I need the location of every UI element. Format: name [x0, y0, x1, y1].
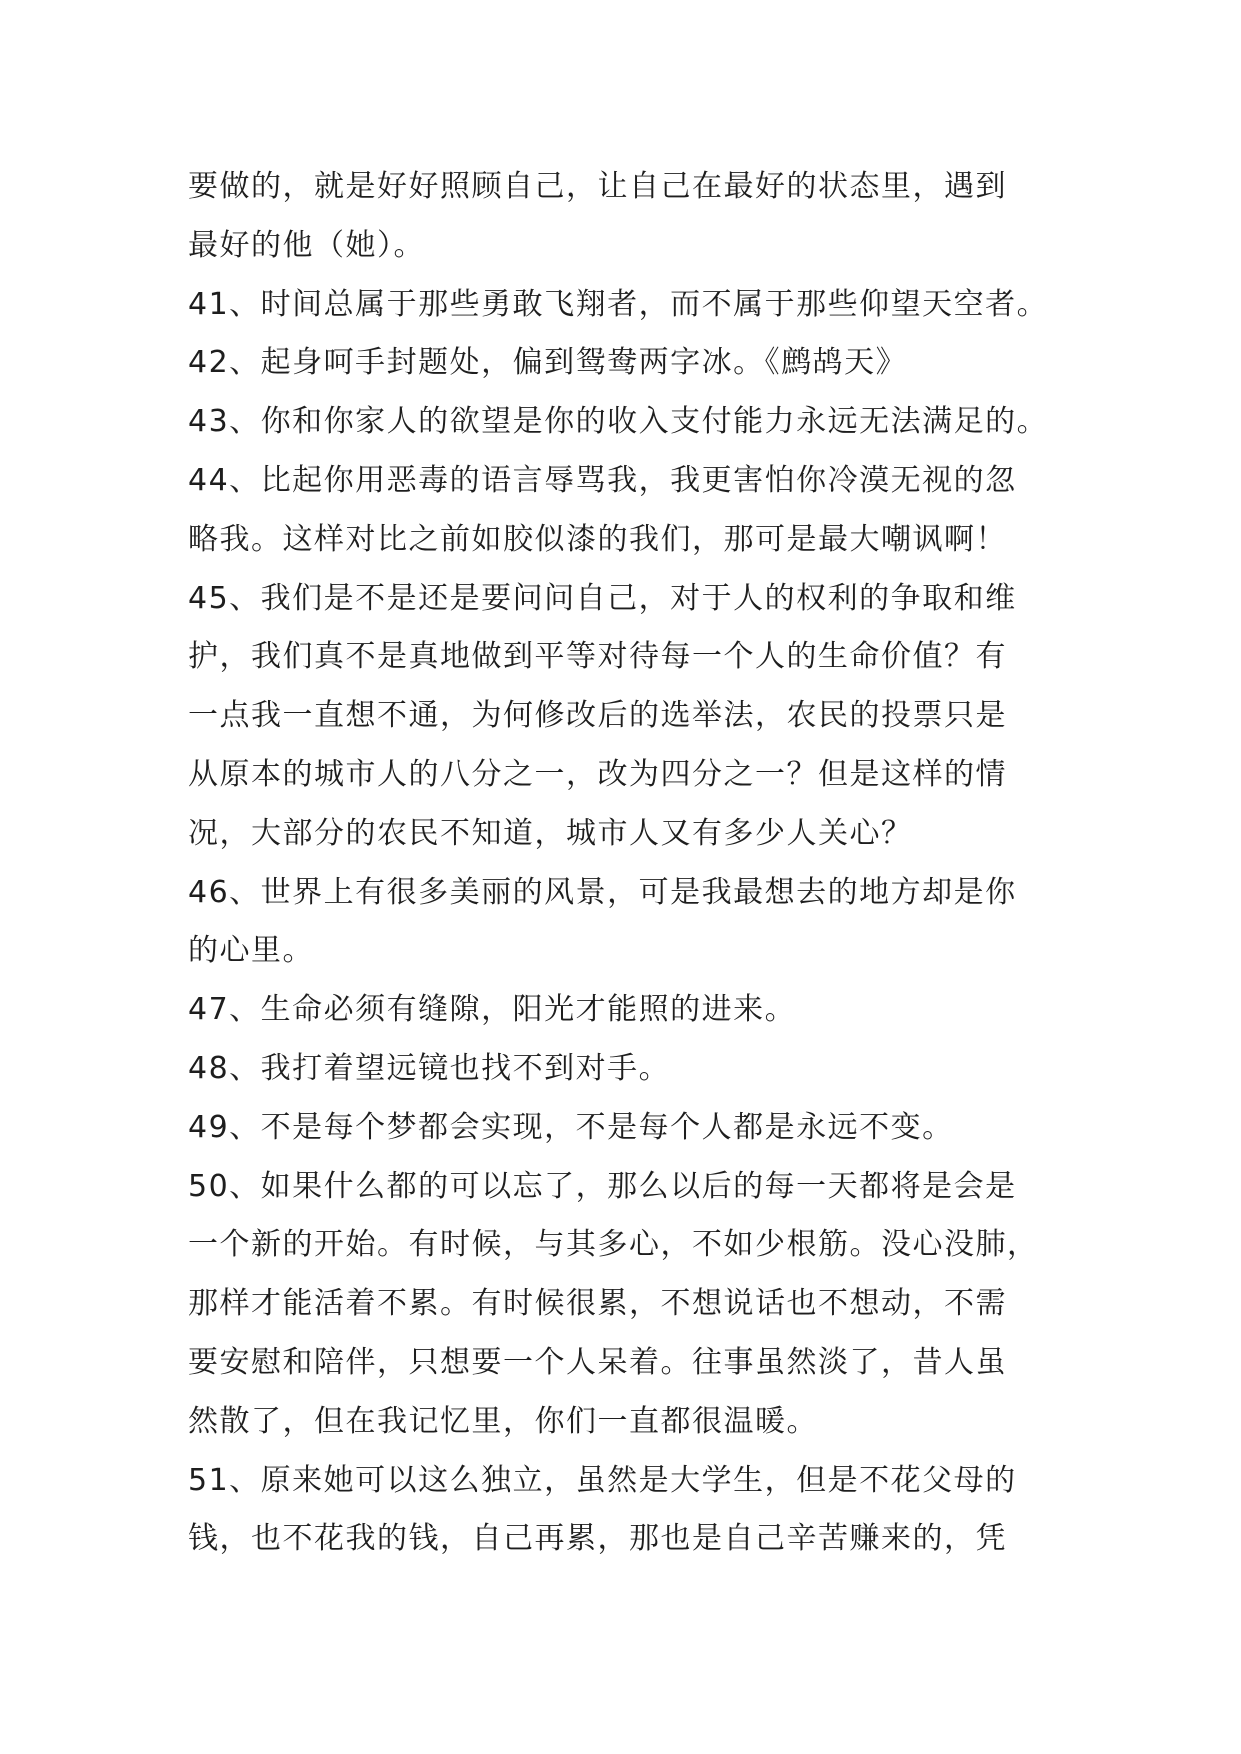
- text-line: 47、生命必须有缝隙，阳光才能照的进来。: [188, 992, 797, 1028]
- text-line: 51、原来她可以这么独立，虽然是大学生，但是不花父母的: [188, 1462, 1017, 1498]
- text-line: 46、世界上有很多美丽的风景，可是我最想去的地方却是你: [188, 874, 1017, 910]
- text-line: 钱，也不花我的钱，自己再累，那也是自己辛苦赚来的，凭: [188, 1521, 1007, 1557]
- text-line: 41、时间总属于那些勇敢飞翔者，而不属于那些仰望天空者。: [188, 286, 1049, 322]
- text-line: 50、如果什么都的可以忘了，那么以后的每一天都将是会是: [188, 1168, 1017, 1204]
- text-line: 最好的他（她）。: [188, 227, 425, 263]
- text-line: 一个新的开始。有时候，与其多心，不如少根筋。没心没肺，: [188, 1227, 1039, 1263]
- text-line: 42、起身呵手封题处，偏到鸳鸯两字冰。《鹧鸪天》: [188, 345, 908, 381]
- text-line: 一点我一直想不通，为何修改后的选举法，农民的投票只是: [188, 698, 1007, 734]
- text-line: 护，我们真不是真地做到平等对待每一个人的生命价值？有: [188, 639, 1007, 675]
- text-line: 44、比起你用恶毒的语言辱骂我，我更害怕你冷漠无视的忽: [188, 462, 1017, 498]
- text-line: 的心里。: [188, 933, 314, 969]
- text-line: 45、我们是不是还是要问问自己，对于人的权利的争取和维: [188, 580, 1017, 616]
- text-line: 从原本的城市人的八分之一，改为四分之一？但是这样的情: [188, 756, 1007, 792]
- text-line: 要做的，就是好好照顾自己，让自己在最好的状态里，遇到: [188, 169, 1007, 204]
- text-line: 43、你和你家人的欲望是你的收入支付能力永远无法满足的。: [188, 404, 1049, 440]
- text-line: 48、我打着望远镜也找不到对手。: [188, 1050, 671, 1086]
- text-line: 49、不是每个梦都会实现，不是每个人都是永远不变。: [188, 1109, 954, 1145]
- text-line: 要安慰和陪伴，只想要一个人呆着。往事虽然淡了，昔人虽: [188, 1344, 1007, 1380]
- text-line: 略我。这样对比之前如胶似漆的我们，那可是最大嘲讽啊！: [188, 521, 1007, 557]
- text-line: 然散了，但在我记忆里，你们一直都很温暖。: [188, 1403, 818, 1439]
- text-line: 那样才能活着不累。有时候很累，不想说话也不想动，不需: [188, 1286, 1007, 1322]
- text-line: 况，大部分的农民不知道，城市人又有多少人关心？: [188, 815, 913, 851]
- body-text: [188, 158, 1068, 1569]
